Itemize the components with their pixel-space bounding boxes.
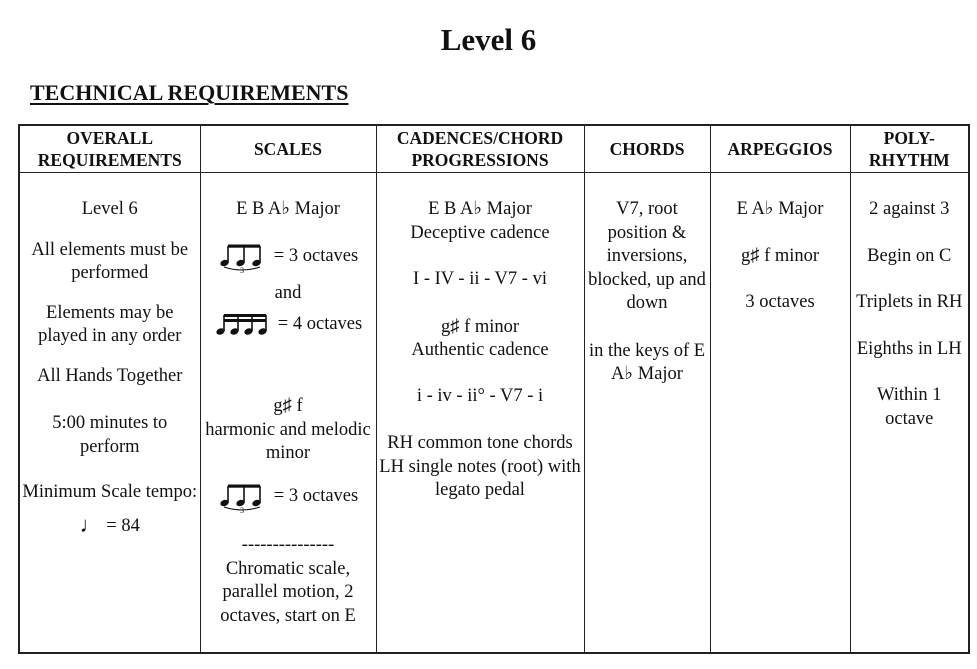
scales-minor-type: harmonic and melodic minor (205, 419, 371, 463)
overall-all-elements: All elements must be performed (31, 239, 189, 283)
column-header-overall: OVERALL REQUIREMENTS (19, 125, 200, 173)
scales-cell (200, 173, 376, 654)
triplet-octaves-2: = 3 octaves (273, 485, 359, 506)
chords-keys: in the keys of E A♭ Major (588, 340, 706, 384)
section-heading: TECHNICAL REQUIREMENTS (30, 80, 349, 105)
arpeggios-minor: g♯ f minor (740, 245, 820, 266)
cadences-major-keys: E B A♭ Major (428, 199, 532, 219)
sixteenth-notes-icon (214, 312, 274, 338)
page-title: Level 6 (440, 22, 537, 57)
cadences-rh: RH common tone chords (387, 433, 573, 453)
overall-tempo (22, 513, 198, 539)
cadences-minor-progression: i - iv - ii° - V7 - i (416, 385, 544, 406)
column-header-chords: CHORDS (584, 125, 710, 173)
cadences-minor-cadence: Authentic cadence (411, 340, 549, 360)
column-header-polyrhythm: POLY-RHYTHM (850, 125, 969, 173)
scales-and: and (274, 283, 302, 303)
polyrhythm-begin: Begin on C (867, 245, 952, 266)
cadences-minor-keys: g♯ f minor (440, 316, 520, 337)
content-row (19, 173, 969, 654)
overall-time-limit: 5:00 minutes to perform (52, 413, 168, 457)
svg-text:3: 3 (239, 505, 244, 513)
scales-triplet-row-2 (203, 481, 374, 521)
chords-main: V7, root position & inversions, blocked, up and down (588, 199, 706, 313)
cadences-cell (376, 173, 584, 654)
scales-chromatic: Chromatic scale, parallel motion, 2 octaves, start on E (220, 558, 356, 626)
chords-cell (584, 173, 710, 654)
polyrhythm-ratio: 2 against 3 (869, 199, 950, 219)
overall-hands-together: All Hands Together (37, 365, 183, 386)
scales-divider: --------------- (241, 535, 335, 555)
cadences-major-cadence: Deceptive cadence (410, 222, 550, 243)
scales-sixteenth-row (203, 312, 374, 346)
cadences-major-progression: I - IV - ii - V7 - vi (413, 269, 547, 289)
triplet-octaves: = 3 octaves (273, 245, 359, 266)
triplet-eighths-icon (218, 241, 270, 273)
arpeggios-octaves: 3 octaves (745, 292, 815, 312)
scales-minor-keys: g♯ f (273, 396, 303, 416)
polyrhythm-cell (850, 173, 969, 654)
overall-tempo-label: Minimum Scale tempo: (22, 482, 198, 502)
tempo-value: = 84 (106, 515, 140, 536)
overall-level: Level 6 (81, 199, 138, 219)
overall-any-order: Elements may be played in any order (38, 302, 182, 346)
column-header-cadences: CADENCES/CHORD PROGRESSIONS (376, 125, 584, 173)
column-header-arpeggios: ARPEGGIOS (710, 125, 850, 173)
arpeggios-cell (710, 173, 850, 654)
header-row (19, 125, 969, 173)
scales-triplet-row (203, 241, 374, 281)
svg-text:3: 3 (239, 265, 244, 273)
cadences-lh: LH single notes (root) with legato pedal (379, 456, 581, 500)
sixteenth-octaves: = 4 octaves (277, 313, 363, 334)
polyrhythm-range: Within 1 octave (876, 385, 942, 429)
polyrhythm-rh: Triplets in RH (856, 292, 963, 312)
overall-cell (19, 173, 200, 654)
quarter-note-icon: ♩ (79, 511, 102, 537)
arpeggios-major: E A♭ Major (736, 199, 824, 219)
column-header-scales: SCALES (200, 125, 376, 173)
requirements-table (18, 124, 970, 654)
triplet-eighths-icon (218, 481, 270, 513)
polyrhythm-lh: Eighths in LH (856, 338, 962, 359)
scales-major-keys: E B A♭ Major (236, 199, 340, 219)
